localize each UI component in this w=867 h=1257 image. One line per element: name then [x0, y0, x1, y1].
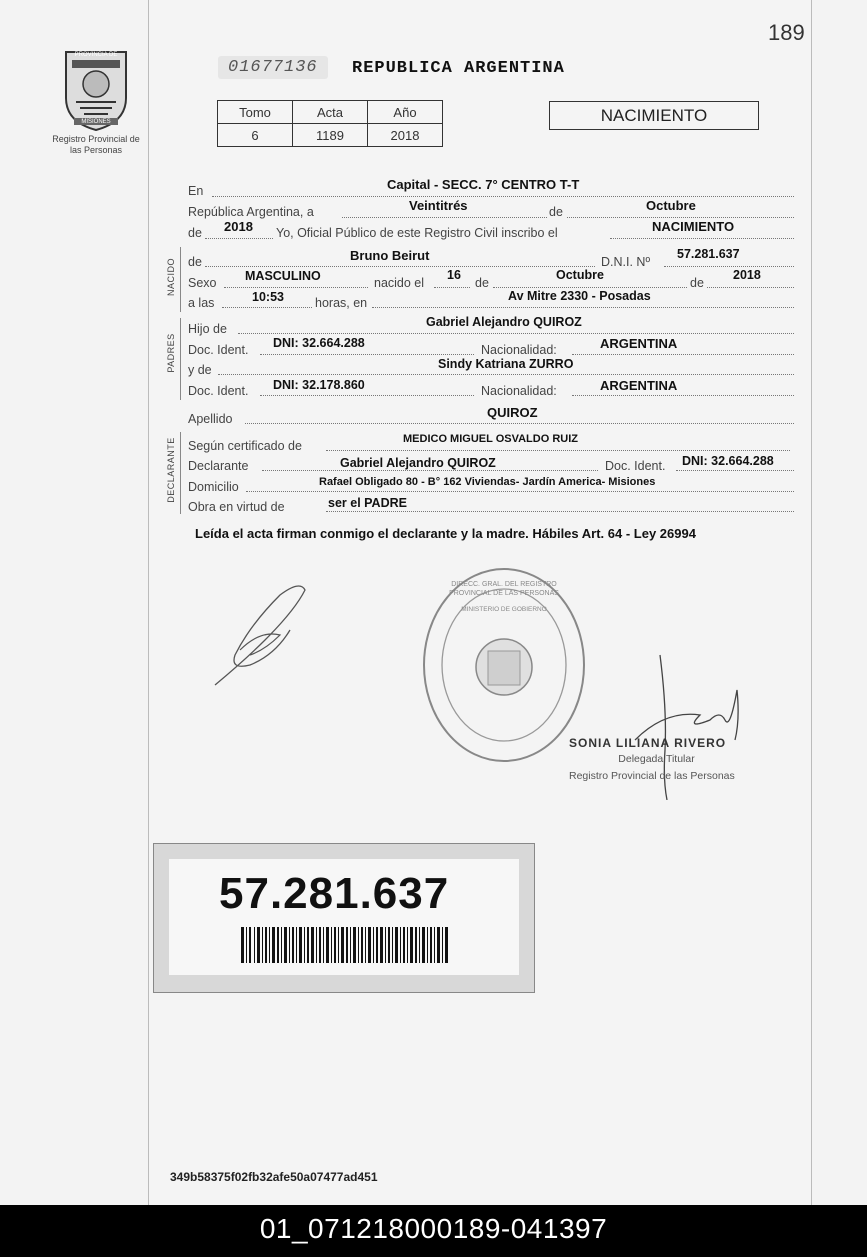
document-hash: 349b58375f02fb32afe50a07477ad451 [170, 1170, 378, 1184]
label-doc-ident-1: Doc. Ident. [188, 343, 249, 357]
stamp-inner-text: MINISTERIO DE GOBIERNO [461, 606, 547, 613]
label-declarante: Declarante [188, 459, 249, 473]
label-de-y: de [690, 276, 704, 290]
field-dni: 57.281.637 [677, 247, 740, 261]
field-domicilio: Rafael Obligado 80 - B° 162 Viviendas- Jardín America- Misiones [319, 476, 656, 488]
barcode-bars [241, 927, 451, 963]
label-nacido-el: nacido el [374, 276, 425, 290]
side-label-nacido: NACIDO [166, 258, 176, 297]
table-value-anio: 2018 [368, 124, 443, 147]
signature-note: Leída el acta firman conmigo el declarante y la madre. Hábiles Art. 64 - Ley 26994 [195, 526, 696, 541]
field-nac-dia: 16 [447, 268, 461, 282]
label-segun: Según certificado de [188, 439, 302, 453]
record-type-box: NACIMIENTO [549, 101, 759, 130]
field-obra: ser el PADRE [328, 496, 407, 510]
label-de-m: de [475, 276, 489, 290]
barcode-label [153, 843, 535, 993]
field-padre-nac: ARGENTINA [600, 336, 678, 351]
field-nac-anio: 2018 [733, 268, 761, 282]
label-de-name: de [188, 255, 202, 269]
logo-caption: Registro Provincial de las Personas [52, 134, 140, 155]
label-de: de [549, 205, 563, 219]
table-value-tomo: 6 [218, 124, 293, 147]
label-obra: Obra en virtud de [188, 500, 285, 514]
signatory-name: SONIA LILIANA RIVERO [569, 736, 727, 750]
field-madre-doc: DNI: 32.178.860 [273, 378, 365, 392]
side-label-declarante: DECLARANTE [166, 437, 176, 503]
field-sexo: MASCULINO [245, 269, 321, 283]
label-de2: de [188, 226, 202, 240]
record-table [217, 100, 443, 147]
table-header-anio: Año [368, 101, 443, 124]
label-republica: República Argentina, a [188, 205, 314, 219]
label-nacionalidad-2: Nacionalidad: [481, 384, 557, 398]
field-madre: Sindy Katriana ZURRO [438, 357, 574, 371]
stamp-outer-text: DIRECC. GRAL. DEL REGISTRO PROVINCIAL DE LAS PERSONAS [449, 581, 559, 597]
field-nac-mes: Octubre [556, 268, 604, 282]
label-doc-ident-2: Doc. Ident. [188, 384, 249, 398]
label-y-de: y de [188, 363, 212, 377]
side-label-padres: PADRES [166, 333, 176, 373]
label-horas-en: horas, en [315, 296, 368, 310]
field-inscribo: NACIMIENTO [652, 219, 735, 234]
field-hora: 10:53 [252, 290, 284, 304]
signatory-role: Delegada Titular [618, 753, 695, 765]
field-certificado: MEDICO MIGUEL OSVALDO RUIZ [403, 433, 578, 445]
declarant-signature [205, 575, 325, 690]
page-number: 189 [768, 20, 805, 45]
label-a-las: a las [188, 296, 215, 310]
label-yo: Yo, Oficial Público de este Registro Civil inscribo el [276, 226, 558, 240]
field-mes: Octubre [646, 198, 696, 213]
table-header-tomo: Tomo [218, 101, 293, 124]
footer-id-bar: 01_071218000189-041397 [0, 1205, 867, 1257]
label-hijo-de: Hijo de [188, 322, 227, 336]
field-dia: Veintitrés [409, 198, 468, 213]
field-declarante: Gabriel Alejandro QUIROZ [340, 456, 496, 470]
label-sexo: Sexo [188, 276, 217, 290]
field-padre-doc: DNI: 32.664.288 [273, 336, 365, 350]
field-madre-nac: ARGENTINA [600, 378, 678, 393]
document-title: REPUBLICA ARGENTINA [352, 59, 565, 78]
label-apellido: Apellido [188, 412, 233, 426]
label-dni: D.N.I. Nº [601, 255, 651, 269]
field-nombre: Bruno Beirut [350, 248, 430, 263]
table-value-acta: 1189 [293, 124, 368, 147]
label-en: En [188, 184, 204, 198]
table-header-acta: Acta [293, 101, 368, 124]
logo-top-text: PROVINCIA DE [74, 52, 118, 58]
signatory-org: Registro Provincial de las Personas [569, 770, 735, 782]
barcode-number: 57.281.637 [219, 869, 450, 918]
logo-bottom-text: MISIONES [81, 119, 111, 125]
field-apellido: QUIROZ [487, 405, 538, 420]
label-doc-ident-3: Doc. Ident. [605, 459, 666, 473]
field-anio: 2018 [224, 219, 253, 234]
field-declarante-doc: DNI: 32.664.288 [682, 454, 774, 468]
label-nacionalidad-1: Nacionalidad: [481, 343, 557, 357]
label-domicilio: Domicilio [188, 480, 239, 494]
serial-number: 01677136 [218, 56, 328, 79]
field-padre: Gabriel Alejandro QUIROZ [426, 315, 582, 329]
field-lugar: Capital - SECC. 7° CENTRO T-T [387, 177, 580, 192]
field-lugar-nac: Av Mitre 2330 - Posadas [508, 289, 651, 303]
